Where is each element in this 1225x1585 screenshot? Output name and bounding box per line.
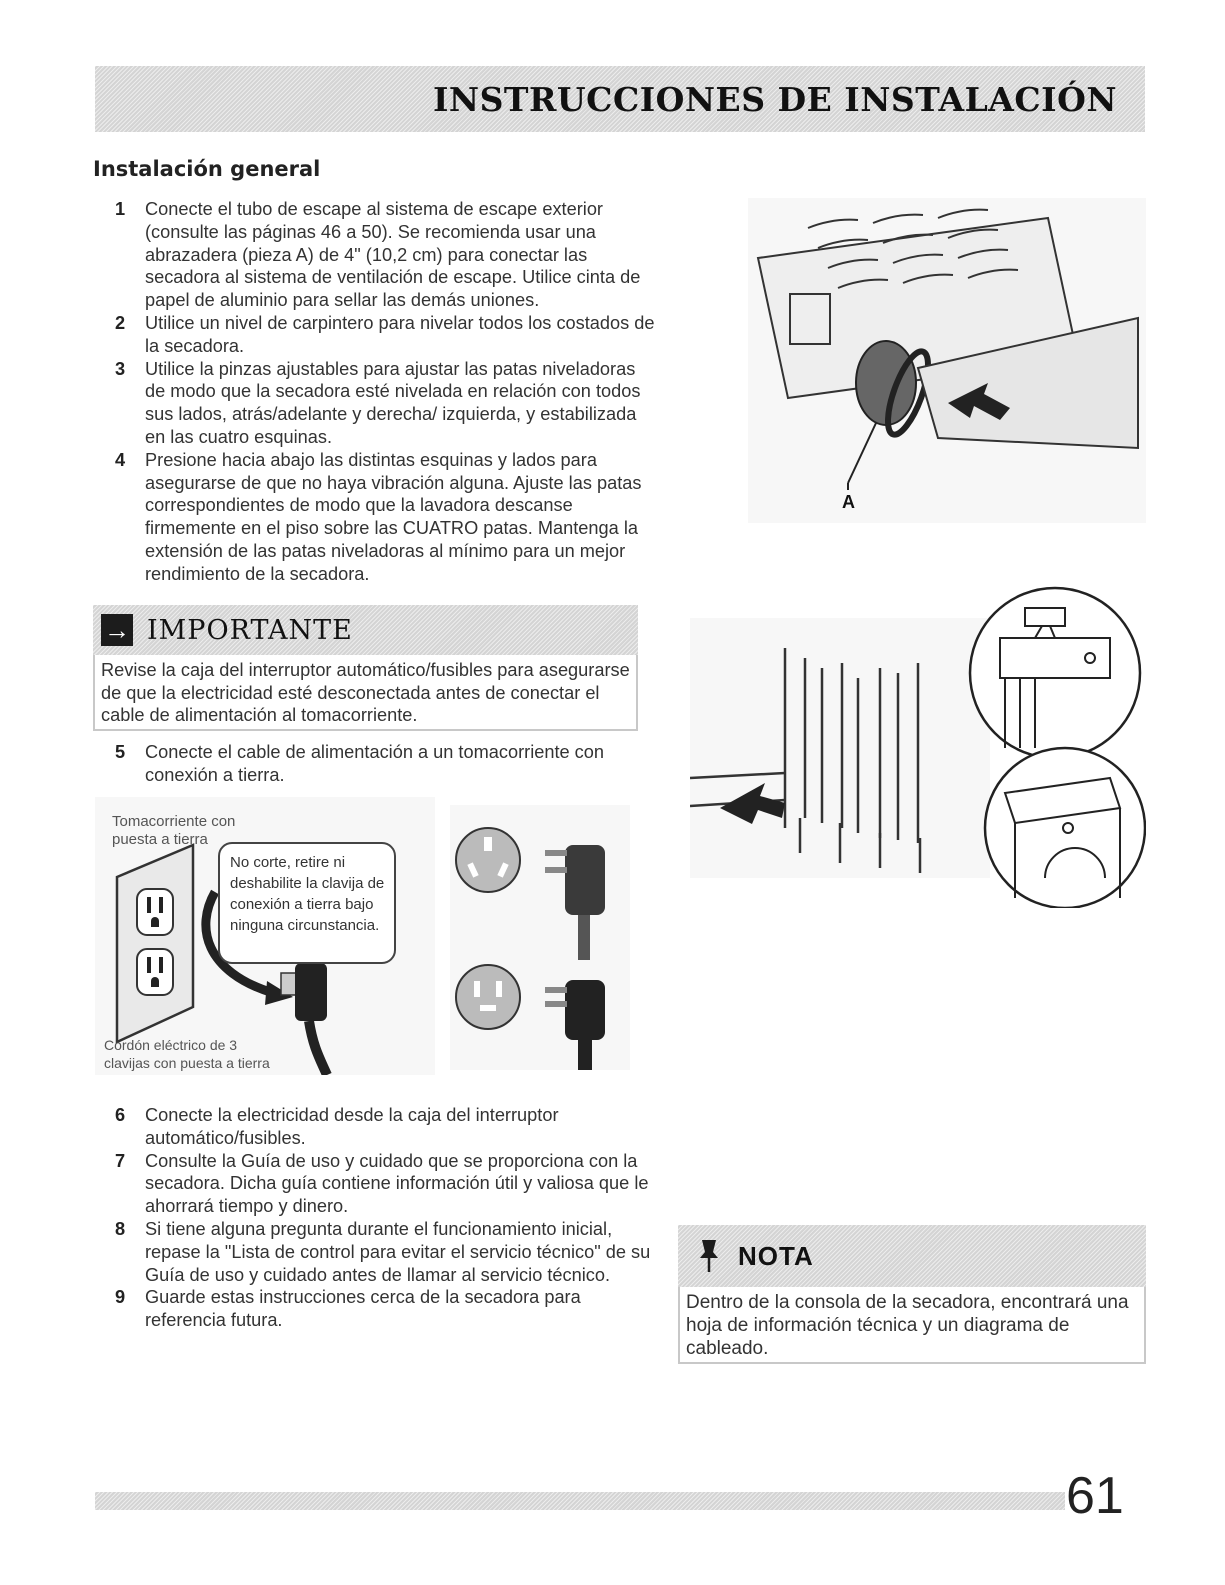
step-number: 3 xyxy=(115,358,126,379)
step-number: 9 xyxy=(115,1287,126,1308)
leveling-legs-illustration xyxy=(690,578,1146,908)
step-text: Utilice un nivel de carpintero para nivelar todos los costados de la secadora. xyxy=(145,312,655,356)
page-number: 61 xyxy=(1066,1467,1124,1525)
step-item xyxy=(95,449,655,586)
important-box xyxy=(93,605,638,730)
step-text: Conecte la electricidad desde la caja del interruptor automático/fusibles. xyxy=(145,1105,559,1148)
note-title: NOTA xyxy=(738,1240,814,1271)
step-number: 7 xyxy=(115,1150,126,1171)
step-text: Consulte la Guía de uso y cuidado que se proporciona con la secadora. Dicha guía contiene información útil y valiosa que le ahorrará tiempo y dinero. xyxy=(145,1150,649,1217)
header-banner xyxy=(95,66,1145,132)
step-number: 5 xyxy=(115,742,126,762)
important-title: IMPORTANTE xyxy=(147,614,353,646)
plug-drawing xyxy=(450,805,630,1070)
steps-list-2 xyxy=(95,741,655,787)
step-text: Conecte el cable de alimentación a un tomacorriente con conexión a tierra. xyxy=(145,742,605,785)
step-item xyxy=(95,741,655,787)
important-text: Revise la caja del interruptor automático/fusibles para asegurarse de que la electricidad esté desconectada antes de conectar el cable de alimentación al tomacorriente. xyxy=(93,655,638,731)
pushpin-icon xyxy=(696,1238,722,1274)
note-header xyxy=(678,1225,1146,1287)
warning-callout: No corte, retire ni deshabilite la clavija de conexión a tierra bajo ninguna circunstancia. xyxy=(218,842,396,964)
outlet-label: Tomacorriente con puesta a tierra xyxy=(112,813,236,848)
cord-label: Cordón eléctrico de 3 clavijas con puesta a tierra xyxy=(104,1037,270,1071)
arrow-right-icon: → xyxy=(101,614,133,646)
step-item xyxy=(95,358,655,449)
steps-list-3 xyxy=(95,1104,655,1332)
step-number: 6 xyxy=(115,1105,126,1125)
step-item xyxy=(95,1218,655,1286)
note-text: Dentro de la consola de la secadora, encontrará una hoja de información técnica y un diagrama de cableado. xyxy=(678,1287,1146,1364)
step-item xyxy=(95,312,655,358)
step-item xyxy=(95,198,655,312)
part-a-label: A xyxy=(842,492,855,512)
note-box xyxy=(678,1225,1146,1362)
step-item xyxy=(95,1150,655,1218)
step-text: Presione hacia abajo las distintas esquinas y lados para asegurarse de que no haya vibración alguna. Ajuste las patas correspondientes de modo que la lavadora descanse firmemente en el piso sobre las CUATRO patas. Mantenga la extensión de las patas niveladoras al mínimo para un mejor rendimiento de la secadora. xyxy=(145,449,642,584)
step-text: Si tiene alguna pregunta durante el funcionamiento inicial, repase la "Lista de control para evitar el servicio técnico" de su Guía de uso y cuidado antes de llamar al servicio técnico. xyxy=(145,1218,651,1285)
vent-drawing xyxy=(748,198,1146,523)
page-header-title: INSTRUCCIONES DE INSTALACIÓN xyxy=(432,79,1117,119)
legs-drawing xyxy=(690,578,1146,908)
step-number: 2 xyxy=(115,312,126,333)
step-item xyxy=(95,1286,655,1332)
step-number: 1 xyxy=(115,199,126,219)
step-item xyxy=(95,1104,655,1150)
step-text: Guarde estas instrucciones cerca de la secadora para referencia futura. xyxy=(145,1287,581,1331)
step-number: 8 xyxy=(115,1218,126,1239)
vent-clamp-illustration xyxy=(748,198,1146,523)
footer-rule xyxy=(95,1492,1065,1510)
step-text: Conecte el tubo de escape al sistema de escape exterior (consulte las páginas 46 a 50). Se recomienda usar una abrazadera (pieza A) de 4" (10,2 cm) para conectar las secadora al sistema de ventilación de escape. Utilice cinta de papel de aluminio para sellar las demás uniones. xyxy=(145,199,641,311)
important-header xyxy=(93,605,638,655)
step-text: Utilice la pinzas ajustables para ajustar las patas niveladoras de modo que la secadora esté nivelada en relación con todos sus lados, atrás/adelante y derecha/ izquierda, y estabilizada en las cuatro esquinas. xyxy=(145,358,641,447)
step-number: 4 xyxy=(115,449,126,470)
section-title: Instalación general xyxy=(93,157,321,181)
plug-illustration xyxy=(450,805,630,1070)
steps-list-1 xyxy=(95,198,655,586)
